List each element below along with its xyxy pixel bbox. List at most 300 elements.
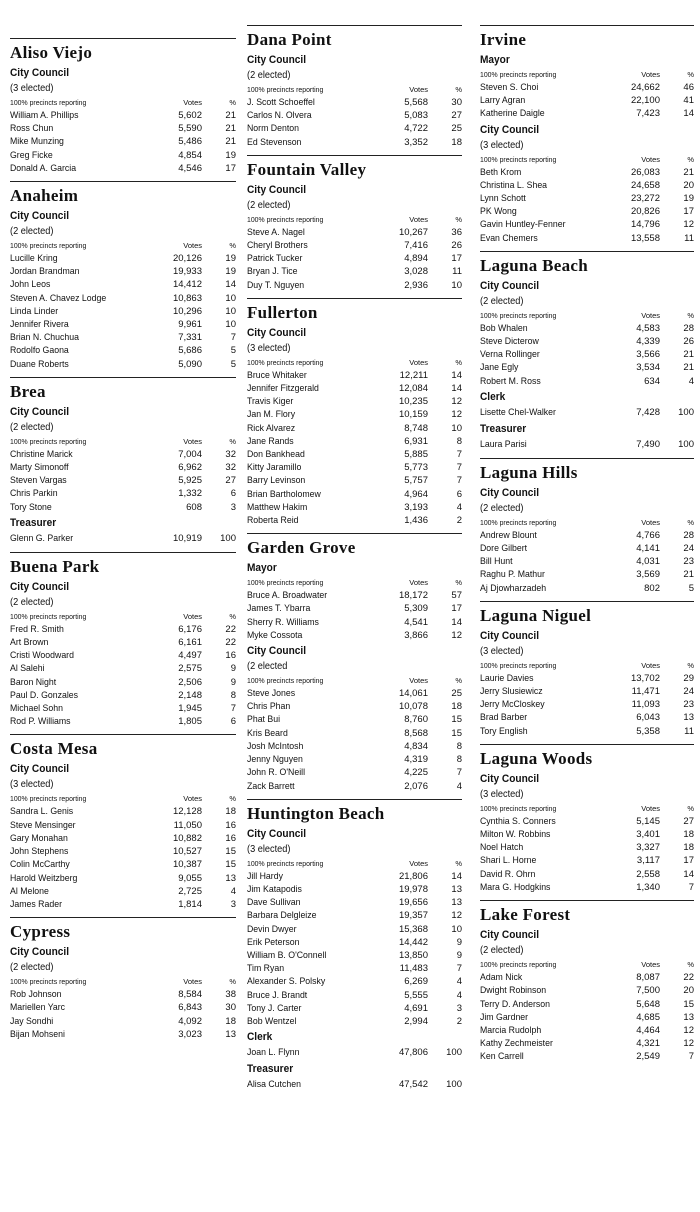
candidate-name: Dave Sullivan: [247, 897, 301, 909]
candidate-percent: 4: [456, 989, 462, 1001]
candidate-percent: 27: [451, 110, 462, 122]
candidate-row: [247, 629, 462, 642]
candidate-row: [480, 815, 694, 828]
candidate-votes: 5,090: [178, 358, 202, 370]
votes-header: Votes: [183, 436, 202, 446]
candidate-votes: 5,885: [404, 449, 428, 461]
candidate-votes: 22,100: [630, 95, 660, 107]
candidate-percent: 22: [225, 623, 236, 635]
candidate-votes: 13,850: [398, 949, 428, 961]
candidate-votes: 9,961: [178, 319, 202, 331]
candidate-votes: 10,387: [172, 859, 202, 871]
candidate-name: Bryan J. Tice: [247, 266, 298, 278]
candidate-percent: 57: [451, 590, 462, 602]
candidate-percent: 18: [451, 136, 462, 148]
office-title: Treasurer: [247, 1063, 294, 1076]
candidate-votes: 7,416: [404, 240, 428, 252]
candidate-row: [247, 395, 462, 408]
candidate-votes: 11,093: [631, 699, 660, 711]
votes-header: Votes: [183, 98, 202, 107]
elected-count: (3 elected): [480, 645, 524, 657]
race-city-council: [247, 53, 462, 149]
candidate-votes: 4,854: [178, 149, 202, 161]
percent-header: %: [687, 660, 694, 670]
candidate-row: [480, 881, 694, 894]
elected-count: (2 elected): [480, 295, 524, 307]
office-title: Mayor: [247, 562, 277, 575]
candidate-row: [247, 1077, 462, 1092]
race-city-council: [480, 772, 694, 894]
candidate-percent: 5: [230, 358, 236, 370]
candidate-row: [480, 1050, 694, 1063]
office-title: Treasurer: [480, 422, 527, 435]
candidate-percent: 28: [683, 322, 694, 334]
elected-count: (2 elected): [10, 421, 54, 433]
candidate-percent: 15: [225, 846, 236, 858]
race-city-council: [10, 580, 236, 729]
candidate-percent: 4: [688, 375, 694, 387]
candidate-percent: 7: [456, 963, 462, 975]
candidate-votes: 4,583: [636, 322, 660, 334]
race-treasurer: [247, 1062, 462, 1092]
candidate-name: David R. Ohrn: [480, 868, 536, 880]
candidate-percent: 27: [225, 475, 236, 487]
percent-header: %: [455, 676, 462, 686]
candidate-percent: 16: [225, 832, 236, 844]
percent-header: %: [687, 960, 694, 970]
city-section-huntington-beach: [247, 799, 462, 1092]
candidate-votes: 6,043: [636, 712, 660, 724]
candidate-votes: 3,401: [636, 829, 660, 841]
city-section-anaheim: [10, 181, 236, 371]
candidate-percent: 8: [456, 754, 462, 766]
results-header: [10, 611, 236, 623]
candidate-row: [10, 331, 236, 344]
candidate-votes: 5,602: [178, 110, 202, 121]
candidate-row: [480, 107, 694, 120]
city-name: Laguna Hills: [480, 462, 578, 482]
elected-count: (2 elected): [10, 962, 54, 974]
candidate-percent: 22: [225, 637, 236, 649]
candidate-row: [247, 713, 462, 726]
elected-count: (2 elected: [247, 661, 288, 673]
votes-header: Votes: [409, 858, 428, 868]
results-header: [247, 84, 462, 96]
candidate-percent: 4: [230, 885, 236, 897]
race-city-council: [480, 486, 694, 595]
candidate-votes: 3,117: [636, 855, 660, 867]
candidate-percent: 12: [451, 629, 462, 641]
candidate-votes: 19,978: [398, 883, 428, 895]
candidate-row: [10, 318, 236, 331]
percent-header: %: [687, 803, 694, 813]
candidate-votes: 5,358: [636, 725, 660, 737]
office-title: City Council: [10, 405, 70, 418]
candidate-name: Barry Levinson: [247, 475, 306, 487]
candidate-percent: 23: [683, 699, 694, 711]
candidate-votes: 26,083: [630, 166, 660, 178]
percent-header: %: [229, 241, 236, 251]
city-name: Anaheim: [10, 186, 79, 206]
candidate-votes: 4,319: [404, 754, 428, 766]
candidate-name: Katherine Daigle: [480, 108, 545, 120]
candidate-name: Shari L. Horne: [480, 855, 537, 867]
candidate-votes: 3,866: [404, 629, 428, 641]
candidate-row: [480, 335, 694, 348]
candidate-percent: 5: [230, 345, 236, 357]
candidate-votes: 4,339: [636, 336, 660, 348]
candidate-votes: 8,568: [404, 727, 428, 739]
candidate-name: Paul D. Gonzales: [10, 689, 79, 701]
candidate-votes: 1,332: [178, 488, 202, 500]
candidate-votes: 21,806: [398, 870, 428, 882]
candidate-votes: 13,558: [630, 232, 660, 244]
candidate-row: [480, 361, 694, 374]
candidate-votes: 47,806: [398, 1047, 428, 1059]
candidate-row: [480, 868, 694, 881]
candidate-percent: 27: [683, 815, 694, 827]
candidate-row: [10, 676, 236, 689]
candidate-votes: 6,962: [178, 462, 202, 474]
candidate-percent: 12: [451, 910, 462, 922]
precincts-reporting: 100% precincts reporting: [480, 960, 557, 970]
results-column-3: [480, 25, 694, 1070]
candidate-percent: 11: [684, 232, 694, 244]
candidate-percent: 17: [225, 162, 236, 174]
candidate-votes: 2,558: [636, 868, 660, 880]
candidate-row: [10, 109, 236, 122]
elected-count: (3 elected): [10, 83, 54, 94]
percent-header: %: [455, 214, 462, 224]
candidate-name: Alisa Cutchen: [247, 1079, 301, 1091]
candidate-percent: 13: [451, 897, 462, 909]
results-column-2: [247, 25, 462, 1098]
race-mayor: [247, 561, 462, 642]
candidate-votes: 4,497: [178, 650, 202, 662]
candidate-votes: 802: [644, 582, 660, 594]
candidate-row: [10, 292, 236, 305]
candidate-row: [247, 369, 462, 382]
candidate-votes: 24,662: [630, 82, 660, 93]
precincts-reporting: 100% precincts reporting: [247, 357, 324, 367]
candidate-votes: 2,506: [178, 676, 202, 688]
office-title: City Council: [10, 946, 70, 959]
candidate-percent: 19: [225, 149, 236, 161]
candidate-votes: 10,919: [172, 532, 202, 544]
candidate-row: [10, 162, 236, 175]
candidate-percent: 7: [456, 475, 462, 487]
candidate-percent: 18: [683, 829, 694, 841]
candidate-votes: 3,569: [636, 569, 660, 581]
candidate-votes: 20,126: [172, 253, 202, 265]
candidate-row: [480, 854, 694, 867]
candidate-name: Tory English: [480, 725, 528, 737]
city-name: Costa Mesa: [10, 739, 98, 759]
candidate-percent: 7: [230, 703, 236, 715]
precincts-reporting: 100% precincts reporting: [247, 676, 324, 686]
candidate-votes: 10,527: [172, 846, 202, 858]
candidate-percent: 3: [230, 501, 236, 513]
office-title: City Council: [480, 772, 540, 785]
votes-header: Votes: [183, 241, 202, 251]
candidate-votes: 4,894: [404, 253, 428, 265]
candidate-name: Sherry R. Williams: [247, 616, 319, 628]
candidate-votes: 2,994: [404, 1015, 428, 1027]
candidate-name: Tim Ryan: [247, 963, 285, 975]
candidate-percent: 10: [451, 422, 462, 434]
candidate-row: [480, 984, 694, 997]
votes-header: Votes: [641, 154, 660, 164]
city-name: Irvine: [480, 30, 527, 49]
precincts-reporting: 100% precincts reporting: [10, 436, 87, 446]
candidate-row: [480, 672, 694, 685]
candidate-row: [247, 122, 462, 135]
candidate-percent: 7: [688, 1051, 694, 1063]
candidate-name: Jay Sondhi: [10, 1015, 54, 1027]
candidate-percent: 2: [456, 1015, 462, 1027]
candidate-row: [247, 753, 462, 766]
city-section-fountain-valley: [247, 155, 462, 292]
candidate-name: John Leos: [10, 279, 51, 291]
office-title: City Council: [10, 67, 70, 79]
results-header: [480, 310, 694, 322]
candidate-percent: 19: [225, 266, 236, 278]
candidate-row: [10, 1001, 236, 1014]
race-city-council: [247, 326, 462, 527]
candidate-name: Aj Djowharzadeh: [480, 582, 547, 594]
votes-header: Votes: [641, 70, 660, 79]
candidate-name: Baron Night: [10, 676, 57, 688]
candidate-row: [247, 448, 462, 461]
candidate-name: Kris Beard: [247, 727, 288, 739]
candidate-votes: 6,931: [404, 435, 428, 447]
candidate-name: Rob Johnson: [10, 989, 62, 1001]
candidate-percent: 19: [225, 253, 236, 265]
candidate-name: Bill Hunt: [480, 556, 513, 568]
candidate-votes: 3,534: [636, 362, 660, 374]
votes-header: Votes: [409, 214, 428, 224]
candidate-name: Steve Mensinger: [10, 819, 76, 831]
candidate-votes: 4,541: [404, 616, 428, 628]
candidate-percent: 32: [225, 462, 236, 474]
candidate-votes: 3,023: [178, 1028, 202, 1040]
results-header: [247, 675, 462, 687]
office-title: Treasurer: [10, 516, 57, 529]
candidate-row: [480, 232, 694, 245]
percent-header: %: [687, 70, 694, 79]
candidate-row: [247, 975, 462, 988]
candidate-percent: 7: [230, 332, 236, 344]
candidate-name: Ross Chun: [10, 123, 54, 135]
candidate-votes: 1,814: [178, 898, 202, 910]
candidate-row: [480, 166, 694, 179]
candidate-votes: 2,549: [636, 1051, 660, 1063]
candidate-votes: 2,148: [178, 689, 202, 701]
candidate-percent: 14: [451, 616, 462, 628]
candidate-percent: 13: [683, 1011, 694, 1023]
city-section-garden-grove: [247, 533, 462, 792]
candidate-percent: 22: [683, 972, 694, 984]
percent-header: %: [455, 578, 462, 588]
candidate-percent: 46: [683, 82, 694, 93]
candidate-row: [247, 252, 462, 265]
candidate-votes: 12,084: [398, 383, 428, 395]
candidate-percent: 9: [230, 663, 236, 675]
candidate-votes: 5,555: [404, 989, 428, 1001]
candidate-percent: 21: [683, 362, 694, 374]
candidate-percent: 26: [683, 336, 694, 348]
percent-header: %: [455, 858, 462, 868]
candidate-percent: 30: [451, 97, 462, 108]
candidate-votes: 12,211: [399, 369, 428, 381]
candidate-name: James Rader: [10, 898, 62, 910]
candidate-row: [247, 602, 462, 615]
candidate-row: [10, 689, 236, 702]
candidate-row: [10, 305, 236, 318]
candidate-row: [480, 582, 694, 595]
candidate-votes: 2,936: [404, 279, 428, 291]
candidate-percent: 15: [225, 859, 236, 871]
candidate-name: Patrick Tucker: [247, 253, 303, 265]
candidate-votes: 11,050: [173, 819, 202, 831]
candidate-row: [480, 218, 694, 231]
candidate-name: Tony J. Carter: [247, 1002, 302, 1014]
candidate-name: Mara G. Hodgkins: [480, 881, 551, 893]
candidate-row: [10, 461, 236, 474]
candidate-row: [10, 872, 236, 885]
candidate-percent: 25: [451, 688, 462, 700]
candidate-percent: 36: [451, 226, 462, 238]
candidate-votes: 14,061: [398, 688, 428, 700]
candidate-row: [247, 435, 462, 448]
candidate-votes: 13,702: [630, 672, 660, 684]
results-header: [480, 959, 694, 971]
candidate-name: Erik Peterson: [247, 936, 300, 948]
results-header: [10, 976, 236, 988]
candidate-name: Verna Rollinger: [480, 349, 540, 361]
candidate-name: Joan L. Flynn: [247, 1047, 300, 1059]
candidate-votes: 634: [644, 375, 660, 387]
candidate-percent: 100: [220, 532, 236, 544]
votes-header: Votes: [641, 517, 660, 527]
results-header: [10, 436, 236, 448]
city-name: Lake Forest: [480, 905, 571, 925]
candidate-row: [10, 715, 236, 728]
city-section-laguna-beach: [480, 251, 694, 452]
candidate-votes: 14,412: [172, 279, 202, 291]
candidate-name: Jennifer Fitzgerald: [247, 383, 319, 395]
candidate-votes: 8,748: [404, 422, 428, 434]
candidate-name: Marcia Rudolph: [480, 1024, 542, 1036]
candidate-percent: 7: [688, 881, 694, 893]
candidate-row: [10, 1015, 236, 1028]
candidate-votes: 2,575: [178, 663, 202, 675]
candidate-votes: 19,357: [398, 910, 428, 922]
candidate-name: Laura Parisi: [480, 438, 527, 450]
candidate-percent: 20: [683, 179, 694, 191]
candidate-name: Colin McCarthy: [10, 859, 70, 871]
candidate-row: [10, 252, 236, 265]
votes-header: Votes: [183, 611, 202, 621]
candidate-name: Robert M. Ross: [480, 375, 541, 387]
candidate-name: J. Scott Schoeffel: [247, 97, 315, 108]
candidate-percent: 100: [678, 438, 694, 450]
candidate-name: Kathy Zechmeister: [480, 1038, 553, 1050]
candidate-percent: 17: [451, 253, 462, 265]
candidate-name: Glenn G. Parker: [10, 532, 74, 544]
candidate-row: [247, 422, 462, 435]
candidate-votes: 608: [186, 501, 202, 513]
candidate-name: Steven S. Choi: [480, 82, 539, 93]
candidate-percent: 11: [684, 725, 694, 737]
candidate-percent: 4: [456, 976, 462, 988]
elected-count: (3 elected): [10, 779, 54, 791]
candidate-row: [10, 885, 236, 898]
candidate-row: [10, 448, 236, 461]
candidate-name: Al Salehi: [10, 663, 45, 675]
candidate-row: [247, 1002, 462, 1015]
candidate-row: [10, 501, 236, 514]
candidate-row: [10, 702, 236, 715]
candidate-votes: 5,773: [404, 462, 428, 474]
candidate-votes: 4,141: [636, 543, 660, 555]
candidate-name: William B. O'Connell: [247, 949, 327, 961]
candidate-percent: 4: [456, 780, 462, 792]
candidate-votes: 3,028: [404, 266, 428, 278]
candidate-name: Duane Roberts: [10, 358, 69, 370]
candidate-votes: 5,757: [404, 475, 428, 487]
candidate-votes: 11,483: [399, 963, 428, 975]
candidate-name: Harold Weitzberg: [10, 872, 78, 884]
candidate-percent: 38: [225, 989, 236, 1001]
candidate-name: Christina L. Shea: [480, 179, 548, 191]
candidate-name: Devin Dwyer: [247, 923, 297, 935]
candidate-votes: 19,933: [172, 266, 202, 278]
candidate-row: [10, 344, 236, 357]
candidate-row: [10, 149, 236, 162]
office-title: City Council: [480, 929, 540, 942]
city-section-costa-mesa: [10, 734, 236, 911]
candidate-row: [247, 514, 462, 527]
candidate-percent: 18: [225, 806, 236, 818]
candidate-row: [480, 81, 694, 94]
candidate-name: Chris Parkin: [10, 488, 58, 500]
candidate-row: [10, 358, 236, 371]
candidate-row: [480, 698, 694, 711]
precincts-reporting: 100% precincts reporting: [480, 70, 557, 79]
candidate-name: Lucille Kring: [10, 253, 58, 265]
candidate-percent: 10: [225, 292, 236, 304]
candidate-row: [247, 239, 462, 252]
candidate-name: Alexander S. Polsky: [247, 976, 326, 988]
candidate-name: Noel Hatch: [480, 842, 524, 854]
votes-header: Votes: [183, 977, 202, 987]
city-section-brea: [10, 377, 236, 546]
candidate-percent: 14: [451, 870, 462, 882]
candidate-votes: 1,436: [404, 515, 428, 527]
votes-header: Votes: [641, 960, 660, 970]
precincts-reporting: 100% precincts reporting: [10, 98, 87, 107]
candidate-percent: 14: [451, 369, 462, 381]
candidate-votes: 15,368: [398, 923, 428, 935]
candidate-percent: 12: [683, 219, 694, 231]
candidate-votes: 10,159: [398, 409, 428, 421]
candidate-name: PK Wong: [480, 206, 517, 218]
candidate-row: [10, 487, 236, 500]
candidate-percent: 28: [683, 529, 694, 541]
candidate-votes: 14,442: [398, 936, 428, 948]
candidate-name: Brian N. Chuchua: [10, 332, 79, 344]
